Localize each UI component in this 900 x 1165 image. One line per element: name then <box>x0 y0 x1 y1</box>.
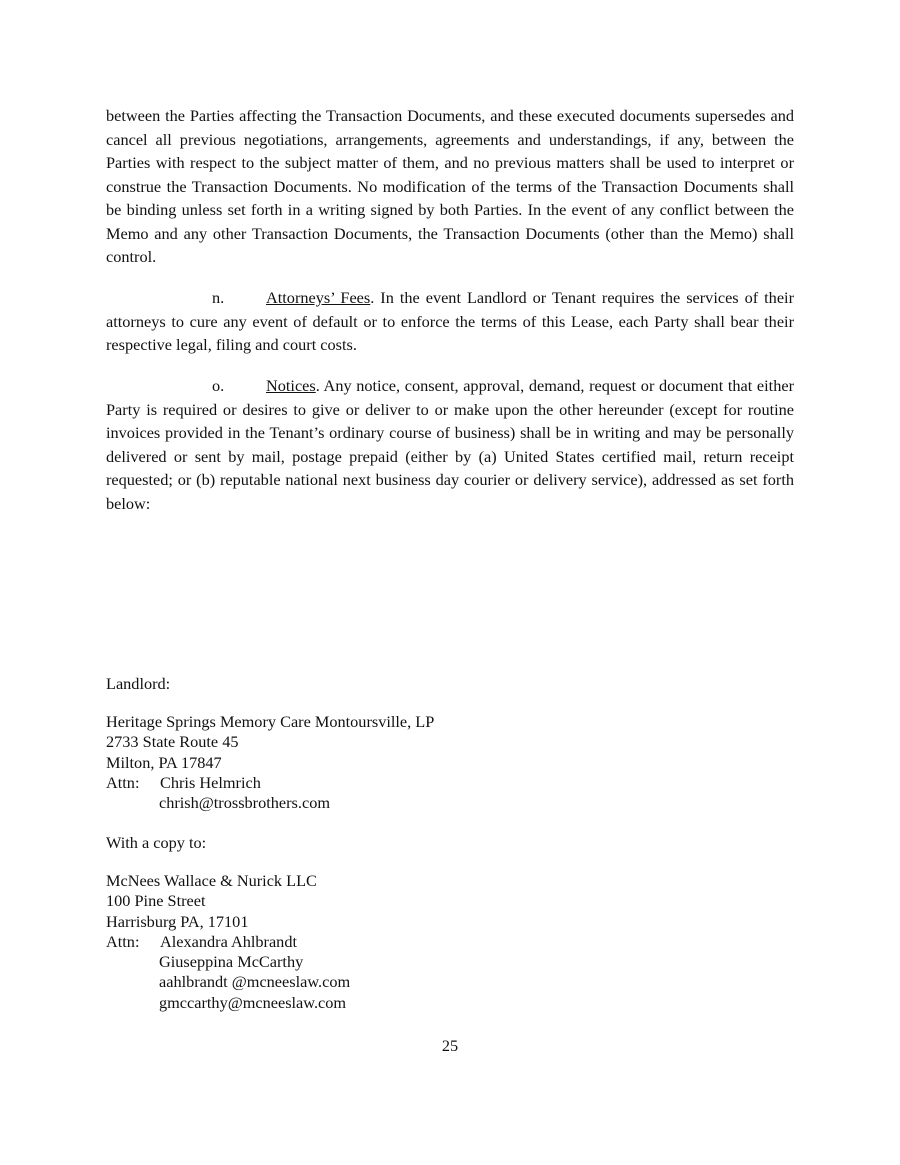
copy-to-email-1: aahlbrandt @mcneeslaw.com <box>159 972 351 992</box>
clause-n <box>106 286 794 357</box>
copy-to-email-2: gmccarthy@mcneeslaw.com <box>159 992 347 1012</box>
copy-to-heading: With a copy to: <box>106 833 207 852</box>
copy-to-attn-name-1: Alexandra Ahlbrandt <box>160 931 297 951</box>
clause-o-label: o. <box>212 376 225 395</box>
clause-o-heading: Notices <box>266 376 316 395</box>
landlord-attn-label: Attn: <box>106 772 140 792</box>
clause-m-continuation: between the Parties affecting the Transaction Documents, and these executed documents supersedes and cancel all previous negotiations, arrangements, agreements and understandings, if any, between the Parties with respect to the subject matter of them, and no previous matters shall be used to interpret or construe the Transaction Documents. No modification of the terms of the Transaction Documents shall be binding unless set forth in a writing signed by both Parties. In the event of any conflict between the Memo and any other Transaction Documents, the Transaction Documents (other than the Memo) shall control. <box>106 106 794 266</box>
clause-o-text: . Any notice, consent, approval, demand, request or document that either Party is required or desires to give or deliver to or make upon the other hereunder (except for routine invoices provided in the Tenant’s ordinary course of business) shall be in writing and may be personally delivered or sent by mail, postage prepaid (either by (a) United States certified mail, return receipt requested; or (b) reputable national next business day courier or delivery service), addressed as set forth below: <box>106 376 794 513</box>
copy-to-street: 100 Pine Street <box>106 891 206 911</box>
copy-to-address-block <box>106 871 350 1013</box>
page-number: 25 <box>441 1036 459 1055</box>
landlord-address-block <box>106 712 434 813</box>
landlord-name: Heritage Springs Memory Care Montoursville, LP <box>106 712 435 731</box>
copy-to-attn-name-2: Giuseppina McCarthy <box>159 952 304 972</box>
copy-to-city: Harrisburg PA, 17101 <box>106 911 249 931</box>
clause-n-label: n. <box>212 288 225 307</box>
landlord-city: Milton, PA 17847 <box>106 752 222 772</box>
copy-to-attn-label: Attn: <box>106 931 140 951</box>
copy-to-name: McNees Wallace & Nurick LLC <box>106 871 317 890</box>
clause-n-heading: Attorneys’ Fees <box>266 288 371 307</box>
landlord-heading: Landlord: <box>106 674 171 693</box>
landlord-street: 2733 State Route 45 <box>106 732 239 752</box>
landlord-email: chrish@trossbrothers.com <box>159 793 330 813</box>
clause-o <box>106 374 794 515</box>
clause-n-text: . In the event Landlord or Tenant requires the services of their attorneys to cure any event of default or to enforce the terms of this Lease, each Party shall bear their respective legal, filing and court costs. <box>106 288 794 354</box>
landlord-attn-name: Chris Helmrich <box>160 772 261 792</box>
